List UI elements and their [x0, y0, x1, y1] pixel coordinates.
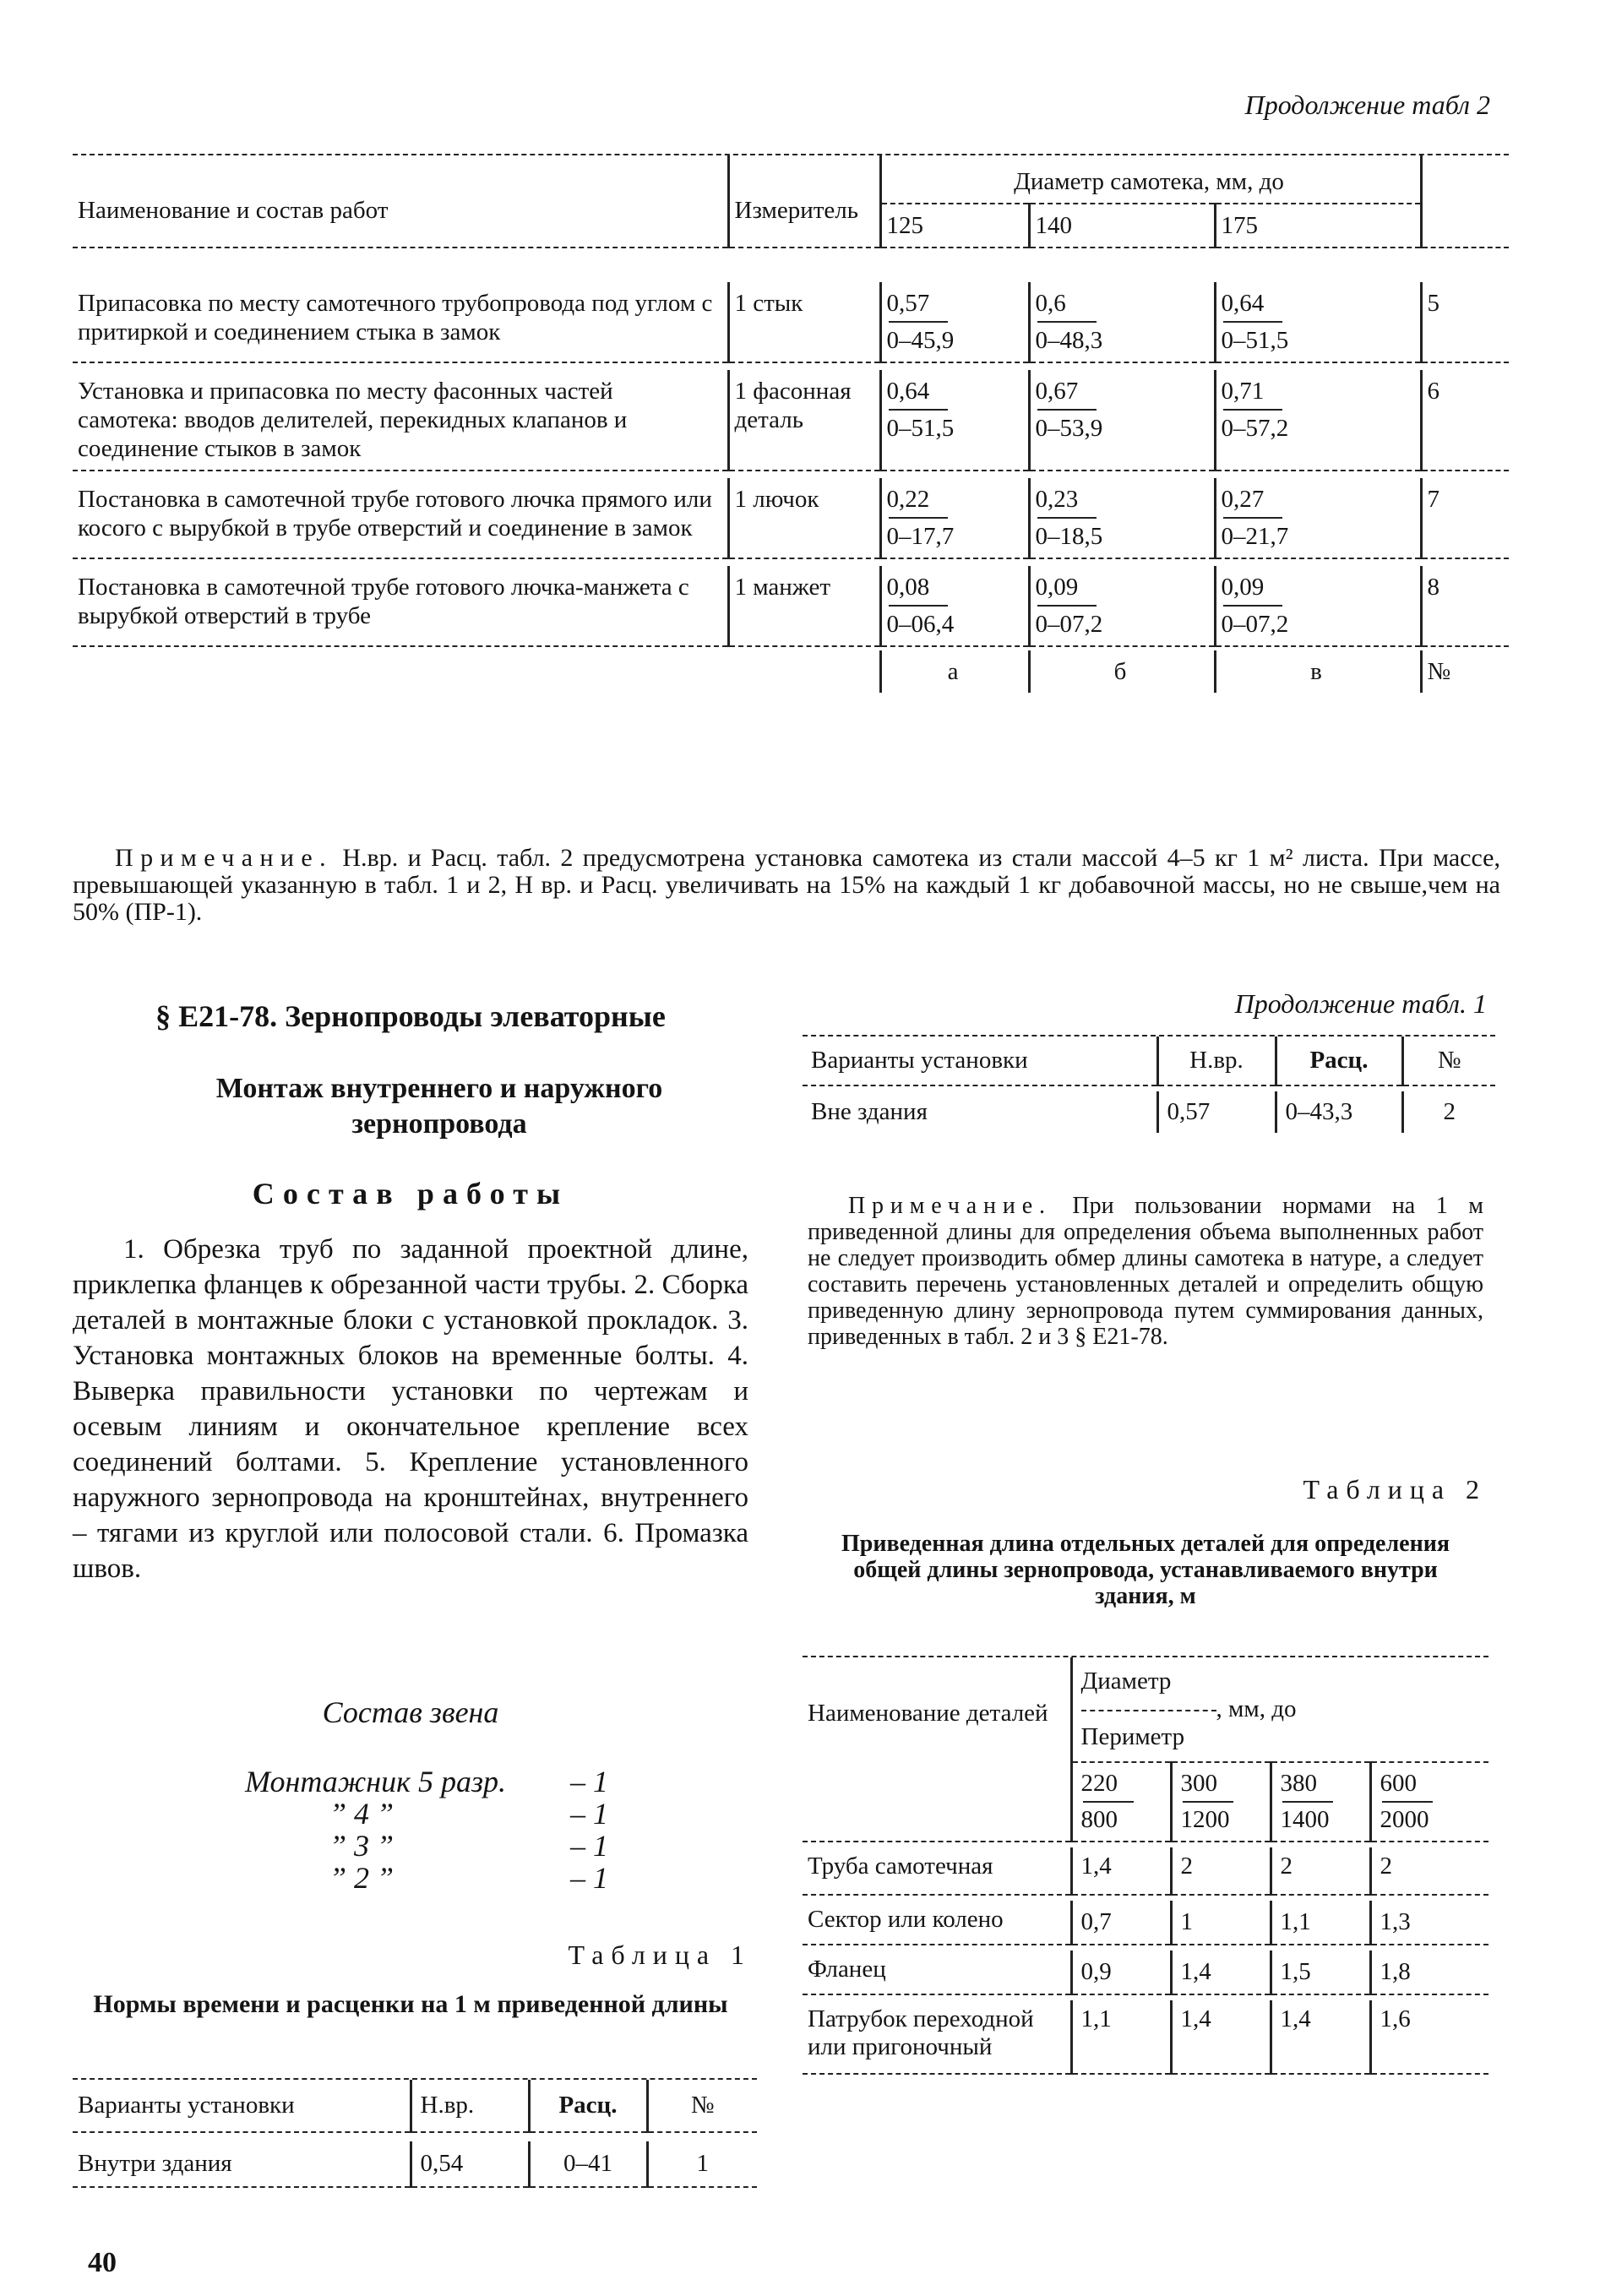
crew-item: ” 2 ” – 1 — [329, 1861, 608, 1895]
col-header: Н.вр. — [411, 2080, 529, 2132]
norm-value: 0,67 — [1035, 378, 1079, 405]
norm-value: 0,6 — [1035, 290, 1066, 317]
col-diameter: 300 — [1180, 1770, 1217, 1797]
cell: 0,7 — [1071, 1901, 1171, 1945]
norm-value: 0,23 — [1035, 486, 1079, 513]
cell: 0,57 — [1157, 1091, 1276, 1133]
cell: 1,4 — [1071, 1847, 1171, 1895]
table-row — [73, 2141, 757, 2187]
row-name: Установка и припасовка по месту фасонных частей самотека: вводов делителей, перекидных клапанов и соединение стыков в замок — [78, 378, 628, 462]
header-perimeter-label: Периметр — [1080, 1723, 1185, 1750]
crew-item: ” 3 ” – 1 — [329, 1829, 608, 1863]
norm-value: 0,09 — [1221, 574, 1265, 601]
norm-value: 0,08 — [886, 574, 930, 601]
row-name: Фланец — [808, 1956, 886, 1983]
column-letter-c: в — [1215, 650, 1421, 693]
work-heading: Состав работы — [252, 1177, 569, 1211]
cell: 1,5 — [1271, 1951, 1370, 1994]
table-row — [73, 566, 1509, 646]
header-unit: Измеритель — [728, 155, 880, 248]
top-table — [73, 154, 1509, 693]
row-number: 5 — [1421, 282, 1509, 362]
cell: 1 — [1171, 1901, 1271, 1945]
table1-cont — [803, 1035, 1495, 1133]
header-d140: 140 — [1029, 204, 1215, 248]
norm-value: 0,57 — [886, 290, 930, 317]
row-name: Постановка в самотечной трубе готового лючка прямого или косого с вырубкой в трубе отверстий и соединение в замок — [78, 486, 712, 541]
note-label: Примечание. — [848, 1193, 1052, 1219]
cell: 1,4 — [1271, 2000, 1370, 2074]
norm-value: 0,27 — [1221, 486, 1265, 513]
cell: 0–41 — [529, 2141, 647, 2187]
col-diameter: 600 — [1380, 1770, 1417, 1797]
header-unit: , мм, до — [1216, 1695, 1297, 1722]
table-row — [803, 1901, 1488, 1945]
table2-title: Приведенная длина отдельных деталей для определения общей длины зернопровода, устанавливаемого внутри здания, м — [841, 1531, 1450, 1609]
header-d125: 125 — [880, 204, 1029, 248]
rate-value: 0–06,4 — [886, 611, 955, 638]
cell: 0,9 — [1071, 1951, 1171, 1994]
crew-list — [245, 1766, 608, 1894]
col-perimeter: 800 — [1080, 1806, 1118, 1833]
page-number: 40 — [88, 2247, 117, 2278]
rate-value: 0–18,5 — [1035, 523, 1103, 550]
header-name: Наименование и состав работ — [78, 197, 389, 224]
cell: Вне здания — [811, 1098, 928, 1125]
row-unit: 1 стык — [728, 282, 880, 362]
col-header: Варианты установки — [811, 1047, 1028, 1074]
header-d175: 175 — [1215, 204, 1421, 248]
col-perimeter: 1200 — [1180, 1806, 1230, 1833]
row-number: 7 — [1421, 478, 1509, 558]
column-number-label: № — [1421, 650, 1509, 693]
cell: 1,1 — [1071, 2000, 1171, 2074]
col-perimeter: 2000 — [1380, 1806, 1429, 1833]
row-number: 6 — [1421, 370, 1509, 471]
cell: 1,8 — [1370, 1951, 1488, 1994]
note-text: Н.вр. и Расц. табл. 2 предусмотрена установка самотека из стали массой 4–5 кг 1 м² листа. При массе, превышающей указанную в табл. 1 и 2, Н вр. и Расц. увеличивать на 15% на каждый 1 кг добавочной массы, но не свыше,чем на 50% (ПР-1). — [73, 844, 1500, 926]
row-name: Патрубок переходной или пригоночный — [808, 2005, 1034, 2060]
col-diameter: 220 — [1080, 1770, 1118, 1797]
table-row — [73, 478, 1509, 558]
table2 — [803, 1656, 1488, 2078]
table-row — [803, 1951, 1488, 1994]
table1 — [73, 2078, 757, 2191]
col-diameter: 380 — [1280, 1770, 1317, 1797]
section-subtitle: Монтаж внутреннего и наружного зернопровода — [215, 1073, 663, 1140]
crew-item: Монтажник 5 разр. – 1 — [245, 1765, 608, 1798]
work-text: 1. Обрезка труб по заданной проектной длине, приклепка фланцев к обрезанной части трубы. 2. Сборка деталей в монтажные блоки с установкой прокладок. 3. Установка монтажных блоков на временные болты. 4. Выверка правильности установки по чертежам и осевым линиям и окончательное крепление всех соединений болтами. 5. Крепление установленного наружного зернопровода на кронштейнах, внутреннего – тягами из круглой или полосовой стали. 6. Промазка швов. — [73, 1234, 748, 1584]
cell: 2 — [1402, 1091, 1495, 1133]
table1-title: Нормы времени и расценки на 1 м приведенной длины — [93, 1990, 728, 2018]
row-number: 8 — [1421, 566, 1509, 646]
row-unit: 1 лючок — [728, 478, 880, 558]
table1-cont-label: Продолжение табл. 1 — [1234, 988, 1487, 1019]
rate-value: 0–45,9 — [886, 327, 955, 354]
table1-label: Таблица 1 — [568, 1940, 752, 1970]
col-header: Расц. — [1276, 1036, 1402, 1085]
continuation-label: Продолжение табл 2 — [1244, 90, 1490, 120]
col-perimeter: 1400 — [1280, 1806, 1330, 1833]
cell: 2 — [1271, 1847, 1370, 1895]
note-label: Примечание. — [115, 844, 334, 872]
cell: 0,54 — [411, 2141, 529, 2187]
col-header: Расц. — [529, 2080, 647, 2132]
cell: 1 — [647, 2141, 757, 2187]
top-note — [73, 845, 1500, 926]
row-name: Припасовка по месту самотечного трубопровода под углом с притиркой и соединением стыка в замок — [78, 290, 713, 345]
header-diameter: Диаметр самотека, мм, до — [880, 155, 1421, 204]
cell: 1,1 — [1271, 1901, 1370, 1945]
table-row — [803, 1847, 1488, 1895]
cell: 1,4 — [1171, 2000, 1271, 2074]
norm-value: 0,09 — [1035, 574, 1079, 601]
column-letter-b: б — [1029, 650, 1215, 693]
section-title: § Е21-78. Зернопроводы элеваторные — [155, 999, 666, 1033]
crew-item: ” 4 ” – 1 — [329, 1797, 608, 1831]
rate-value: 0–53,9 — [1035, 415, 1103, 442]
row-name: Труба самотечная — [808, 1853, 993, 1880]
cell: 1,6 — [1370, 2000, 1488, 2074]
table-row — [73, 282, 1509, 362]
column-letter-a: а — [880, 650, 1029, 693]
table-row — [803, 1091, 1495, 1133]
cell: 2 — [1171, 1847, 1271, 1895]
norm-value: 0,64 — [1221, 290, 1265, 317]
note-text: При пользовании нормами на 1 м приведенной длины для определения объема выполненных работ не следует производить обмер длины самотека в натуре, а следует составить перечень установленных деталей и определить общую приведенную длину зернопровода путем суммирования данных, приведенных в табл. 2 и 3 § Е21-78. — [808, 1193, 1484, 1350]
header-diameter-label: Диаметр — [1080, 1668, 1172, 1695]
cell: 1,3 — [1370, 1901, 1488, 1945]
header-name: Наименование деталей — [808, 1700, 1048, 1727]
header-diameter — [1071, 1657, 1488, 1762]
norm-value: 0,71 — [1221, 378, 1265, 405]
cell: 1,4 — [1171, 1951, 1271, 1994]
col-header: № — [647, 2080, 757, 2132]
row-name: Постановка в самотечной трубе готового лючка-манжета с вырубкой отверстий в трубе — [78, 574, 689, 629]
rate-value: 0–51,5 — [886, 415, 955, 442]
table2-label: Таблица 2 — [1303, 1474, 1487, 1504]
rate-value: 0–07,2 — [1221, 611, 1289, 638]
rate-value: 0–07,2 — [1035, 611, 1103, 638]
norm-value: 0,64 — [886, 378, 930, 405]
rate-value: 0–17,7 — [886, 523, 955, 550]
norm-value: 0,22 — [886, 486, 930, 513]
row-unit: 1 фасонная деталь — [728, 370, 880, 471]
crew-heading: Состав звена — [322, 1695, 499, 1729]
cell: Внутри здания — [78, 2150, 232, 2177]
col-header: № — [1402, 1036, 1495, 1085]
table-row — [803, 2000, 1488, 2074]
row-unit: 1 манжет — [728, 566, 880, 646]
rate-value: 0–21,7 — [1221, 523, 1289, 550]
rate-value: 0–57,2 — [1221, 415, 1289, 442]
row-name: Сектор или колено — [808, 1906, 1004, 1933]
right-note — [808, 1193, 1483, 1350]
col-header: Н.вр. — [1157, 1036, 1276, 1085]
rate-value: 0–51,5 — [1221, 327, 1289, 354]
cell: 0–43,3 — [1276, 1091, 1402, 1133]
col-header: Варианты установки — [78, 2092, 295, 2119]
rate-value: 0–48,3 — [1035, 327, 1103, 354]
cell: 2 — [1370, 1847, 1488, 1895]
table-row — [73, 370, 1509, 471]
